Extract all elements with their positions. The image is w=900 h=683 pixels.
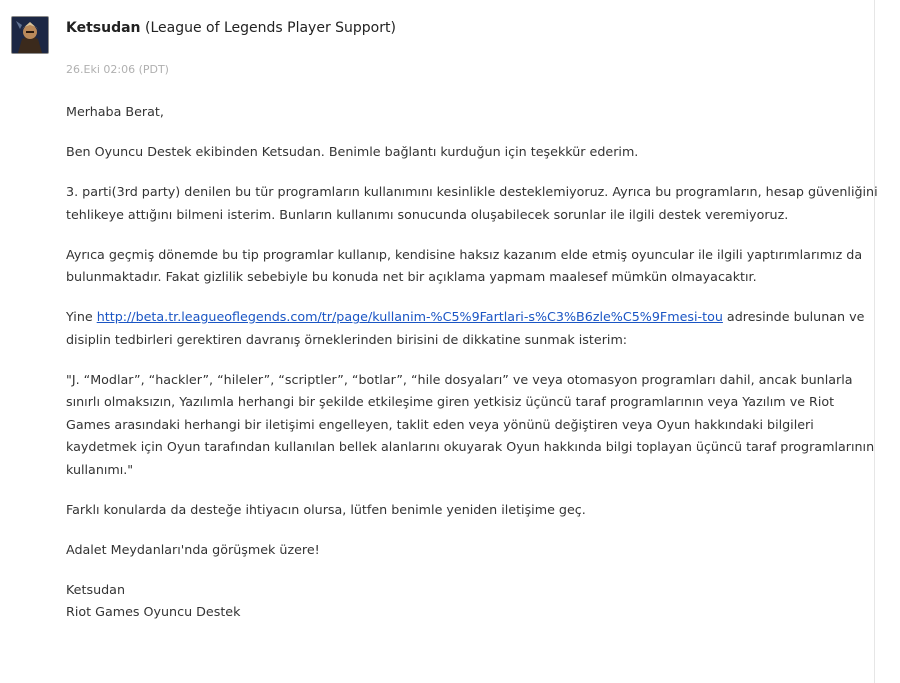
signature	[66, 579, 881, 624]
signature-team: Riot Games Oyuncu Destek	[66, 604, 241, 619]
post-timestamp: 26.Eki 02:06 (PDT)	[66, 63, 169, 76]
signature-name: Ketsudan	[66, 581, 125, 597]
champion-portrait-icon	[12, 17, 48, 53]
link-suffix: adresinde bulunan ve disiplin tedbirleri gerektiren davranış örneklerinden birisini de dikkatine sunmak isterim:	[66, 309, 865, 347]
terms-link-paragraph	[66, 306, 881, 351]
greeting-paragraph: Merhaba Berat,	[66, 104, 164, 119]
post-author	[66, 18, 396, 38]
terms-of-use-link[interactable]: http://beta.tr.leagueoflegends.com/tr/page/kullanim-%C5%9Fartlari-s%C3%B6zle%C5%9Fmesi-tou	[96, 309, 723, 324]
post-body	[66, 101, 881, 624]
farewell-paragraph: Adalet Meydanları'nda görüşmek üzere!	[66, 541, 320, 557]
help-paragraph: Farklı konularda da desteğe ihtiyacın olursa, lütfen benimle yeniden iletişime geç.	[66, 501, 586, 517]
author-role: (League of Legends Player Support)	[144, 20, 396, 36]
author-name[interactable]: Ketsudan	[66, 20, 141, 36]
link-prefix: Yine	[66, 309, 97, 324]
past-sanctions-paragraph: Ayrıca geçmiş dönemde bu tip programlar kullanıp, kendisine haksız kazanım elde etmiş oyuncular ile ilgili yaptırımlarımız da bulunmaktadır. Fakat gizlilik sebebiyle bu konuda net bir açıklama yapmam maalesef mümkün olmayacaktır.	[66, 246, 863, 284]
quote-paragraph: "J. “Modlar”, “hackler”, “hileler”, “scriptler”, “botlar”, “hile dosyaları” ve veya otomasyon programları dahil, ancak bunlarla sınırlı olmaksızın, Yazılımla herhangi bir şekilde etkileşime giren yetkisiz üçüncü taraf programlarının veya Yazılım ve Riot Games arasındaki herhangi bir iletişimi engelleyen, taklit eden veya yönünü değiştiren veya Oyun hakkındaki bilgileri kaydetmek için Oyun tarafından kullanılan bellek alanlarını okuyarak Oyun hakkında bilgi toplayan üçüncü taraf programlarının kullanımı."	[66, 371, 875, 477]
intro-paragraph: Ben Oyuncu Destek ekibinden Ketsudan. Benimle bağlantı kurduğun için teşekkür ederim.	[66, 144, 639, 159]
author-avatar[interactable]	[11, 16, 49, 54]
third-party-paragraph: 3. parti(3rd party) denilen bu tür programların kullanımını kesinlikle desteklemiyoruz. Ayrıca bu programların, hesap güvenliğini tehlikeye attığını bilmeni isterim. Bunların kullanımı sonucunda oluşabilecek sorunlar ile ilgili destek veremiyoruz.	[66, 184, 878, 222]
